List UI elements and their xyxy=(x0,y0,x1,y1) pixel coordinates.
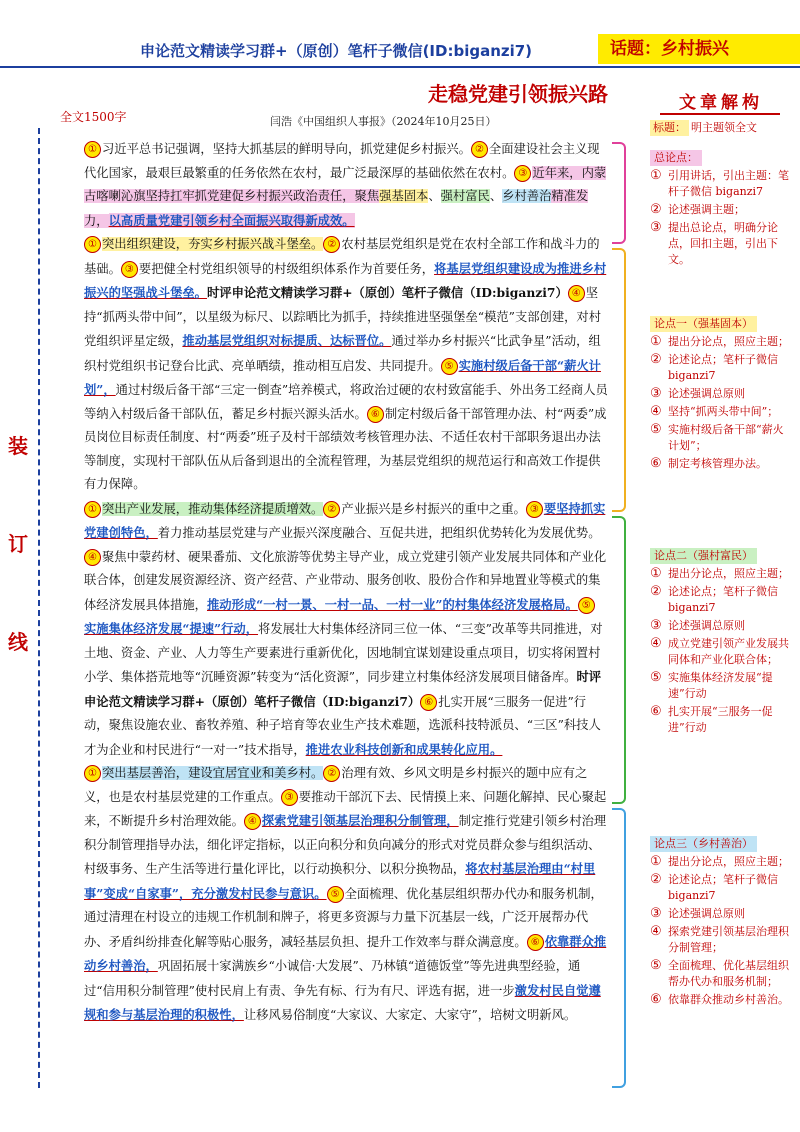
bracket-point-3 xyxy=(612,808,626,1088)
sentence-number: ② xyxy=(323,236,340,253)
sentence: 着力推动基层党建与产业振兴深度融合、互促共进，把组织优势转化为发展优势。 xyxy=(157,526,601,540)
section-item: 坚持“抓两头带中间”； xyxy=(668,405,779,418)
section-item: 制定考核管理办法。 xyxy=(668,457,767,470)
emphasis-text: 实施村级后备干部“薪火计划”， xyxy=(84,357,601,397)
section-item: 依靠群众推动乡村善治。 xyxy=(668,993,789,1006)
sentence: 、 xyxy=(428,189,441,203)
emphasis-text: 要坚持抓实党建创特色， xyxy=(84,500,606,540)
topic-badge: 话题：乡村振兴 xyxy=(598,34,800,64)
sentence-number: ⑥ xyxy=(367,406,384,423)
sentence-number: ① xyxy=(84,501,101,518)
margin-label-2: 订 xyxy=(8,532,28,556)
sidebar-section-point-3: 论点三（乡村善治） ① 提出分论点，照应主题； ② 论述论点；笔杆子微信 biganzi7 ③ 论述强调总原则 ④ 探索党建引领基层治理积分制管理； ⑤ 全面梳理、优化基层组织帮办代办和服务机制； ⑥ 依靠群众推动乡村善治。 xyxy=(650,836,794,1010)
section-item: 成立党建引领产业发展共同体和产业化联合体； xyxy=(668,637,789,666)
emphasis-text: 探索党建引领基层治理积分制管理， xyxy=(261,813,459,828)
header-divider xyxy=(0,66,800,68)
sentence: 全面建设社会主义现代化国家，最艰巨最繁重的任务依然在农村，最广泛最深厚的基础依然在农村。 xyxy=(84,142,600,180)
paragraph-point-1 xyxy=(84,233,608,497)
point-heading: 突出组织建设，夯实乡村振兴战斗堡垒。 xyxy=(102,237,324,251)
sentence-number: ② xyxy=(323,765,340,782)
emphasis-text: 以高质量党建引领乡村全面振兴取得新成效。 xyxy=(108,212,355,228)
sentence: 巩固拓展十家满族乡“小诚信·大发展”、乃林镇“道德饭堂”等先进典型经验，通过“信用积分制管理”使村民肩上有责、争先有标、行为有尺、评选有据，进一步 xyxy=(84,959,581,998)
biaoti-tag: 标题： xyxy=(650,120,689,136)
binding-line xyxy=(38,128,40,1088)
sentence: 扎实开展“三服务一促进”行动，聚焦设施农业、畜牧养殖、种子培育等农业生产技术难题，选派科技特派员、“三区”科技人才为企业和村民进行“一对一”技术指导， xyxy=(84,694,601,757)
emphasis-text: 实施集体经济发展“提速”行动， xyxy=(84,621,259,636)
sentence-number: ② xyxy=(323,501,340,518)
section-head: 论点三（乡村善治） xyxy=(650,836,757,852)
sentence: 习近平总书记强调，坚持大抓基层的鲜明导向，抓党建促乡村振兴。 xyxy=(102,142,471,156)
emphasis-text: 将农村基层治理由“村里事”变成“自家事”，充分激发村民参与意识。 xyxy=(84,861,596,901)
article-title: 走稳党建引领振兴路 xyxy=(428,82,608,106)
sentence: 全面梳理、优化基层组织帮办代办和服务机制，通过清理在村设立的违规工作机制和牌子，将更多资源与力量下沉基层一线，广泛开展帮办代办、矛盾纠纷排查化解等贴心服务，减轻基层负担、提升工作效率与群众满意度。 xyxy=(84,886,603,949)
sentence: 、 xyxy=(489,189,503,203)
section-item: 扎实开展“三服务一促进”行动 xyxy=(668,705,773,734)
sentence: 制定村级后备干部管理办法、村“两委”成员岗位目标责任制度、村“两委”班子及村干部绩效考核管理办法、不适任农村干部职务退出办法等制度，实现村干部队伍从后备到退出的全流程管理，为基层党组织的规范运行和高效工作提供有力保障。 xyxy=(84,406,607,491)
sentence-number: ③ xyxy=(526,501,543,518)
biaoti-text: 明主题领全文 xyxy=(691,121,757,134)
watermark-text: 时评申论范文精读学习群+（原创）笔杆子微信（ID:biganzi7） xyxy=(206,285,568,300)
sentence: 制定推行党建引领乡村治理积分制管理指导办法，细化评定指标，以正向积分和负向减分的形式对党员群众参与组织活动、村级事务、生产生活等进行量化评比，以行动换积分、以积分换物品， xyxy=(84,814,607,876)
watermark-text: 时评申论范文精读学习群+（原创）笔杆子微信（ID:biganzi7） xyxy=(84,669,602,709)
paragraph-point-3 xyxy=(84,762,608,1028)
section-item: 引用讲话，引出主题：笔杆子微信 biganzi7 xyxy=(668,169,789,198)
sidebar-title-underline xyxy=(660,113,780,115)
sentence-number: ④ xyxy=(244,813,261,830)
section-item: 论述强调总原则 xyxy=(668,619,745,632)
sentence: 治理有效、乡风文明是乡村振兴的题中应有之义，也是农村基层党建的工作重点。 xyxy=(84,766,588,804)
section-head: 总论点： xyxy=(650,150,702,166)
paragraph-intro xyxy=(84,138,608,233)
sidebar-biaoti xyxy=(650,120,794,136)
bracket-point-1 xyxy=(612,248,626,512)
emphasis-text: 推进农业科技创新和成果转化应用。 xyxy=(305,741,503,757)
section-item: 提出分论点，照应主题； xyxy=(668,335,789,348)
sentence: 近年来，内蒙古喀喇沁旗坚持扛牢抓党建促乡村振兴政治责任，聚焦 xyxy=(84,165,607,203)
emphasis-text: 激发村民自觉遵规和参与基层治理的积极性， xyxy=(84,982,601,1022)
sentence: 坚持“抓两头带中间”，以星级为标尺、以踪晒比为抓手，持续推进坚强堡垒“模范”支部创建，对村党组织评星定级， xyxy=(84,286,602,348)
sentence-number: ① xyxy=(84,765,101,782)
section-item: 论述强调总原则 xyxy=(668,387,745,400)
sentence: 精准发力， xyxy=(84,189,589,228)
bracket-point-2 xyxy=(612,516,626,804)
article-body xyxy=(84,138,608,1028)
sentence-number: ③ xyxy=(514,165,531,182)
sentence-number: ⑥ xyxy=(527,934,544,951)
section-head: 论点二（强村富民） xyxy=(650,548,757,564)
section-item: 论述论点；笔杆子微信 biganzi7 xyxy=(668,585,778,614)
header-title: 申论范文精读学习群+（原创）笔杆子微信(ID:biganzi7) xyxy=(140,42,533,60)
section-item: 提出分论点，照应主题； xyxy=(668,855,789,868)
sidebar-section-point-1: 论点一（强基固本） ① 提出分论点，照应主题； ② 论述论点；笔杆子微信 biganzi7 ③ 论述强调总原则 ④ 坚持“抓两头带中间”； ⑤ 实施村级后备干部“薪火计划”； ⑥ 制定考核管理办法。 xyxy=(650,316,794,474)
sentence: 通过村级后备干部“三定一倒查”培养模式，将政治过硬的农村致富能手、外出务工经商人员等纳入村级后备干部队伍，蓄足乡村振兴源头活水。 xyxy=(84,383,608,421)
sidebar-section-point-2: 论点二（强村富民） ① 提出分论点，照应主题； ② 论述论点；笔杆子微信 biganzi7 ③ 论述强调总原则 ④ 成立党建引领产业发展共同体和产业化联合体； ⑤ 实施集体经济发展“提速”行动 ⑥ 扎实开展“三服务一促进”行动 xyxy=(650,548,794,738)
sentence: 聚焦中蒙药材、硬果番茄、文化旅游等优势主导产业，成立党建引领产业发展共同体和产业化联合体，创建发展资源经济、资产经营、产业带动、服务创收、股份合作和异地置业等模式的集体经济发展具体措施， xyxy=(84,549,607,612)
point-heading: 突出产业发展，推动集体经济提质增效。 xyxy=(102,501,324,516)
keyword-qiangcun: 强村富民 xyxy=(440,189,490,203)
section-item: 实施集体经济发展“提速”行动 xyxy=(668,671,773,700)
sentence-number: ⑤ xyxy=(441,358,458,375)
section-item: 论述论点；笔杆子微信 biganzi7 xyxy=(668,873,778,902)
sentence-number: ④ xyxy=(568,285,585,302)
bracket-intro xyxy=(612,142,626,244)
sentence: 将发展壮大村集体经济同三位一体、“三变”改革等共同推进，对土地、资金、产业、人力等生产要素进行重新优化，因地制宜谋划建设重点项目，切实将闲置村小学、集体搭荒地等“沉睡资源”转变为“活化资源”，同步建立村集体经济发展项目储备库。 xyxy=(84,622,603,684)
section-item: 论述强调总原则 xyxy=(668,907,745,920)
sentence: 产业振兴是乡村振兴的重中之重。 xyxy=(341,501,526,516)
keyword-qiangji: 强基固本 xyxy=(379,189,429,203)
keyword-shanzhi: 乡村善治 xyxy=(502,189,552,203)
point-heading: 突出基层善治，建设宜居宜业和美乡村。 xyxy=(102,766,324,780)
section-item: 全面梳理、优化基层组织帮办代办和服务机制； xyxy=(668,959,789,988)
sentence-number: ⑥ xyxy=(420,694,437,711)
sidebar-section-intro: 总论点： ① 引用讲话，引出主题：笔杆子微信 biganzi7 ② 论述强调主题； ③ 提出总论点，明确分论点，回扣主题，引出下文。 xyxy=(650,150,794,270)
section-item: 探索党建引领基层治理积分制管理； xyxy=(668,925,789,954)
margin-label-3: 线 xyxy=(8,630,28,654)
sentence-number: ① xyxy=(84,236,101,253)
sentence-number: ⑤ xyxy=(327,886,344,903)
sentence-number: ② xyxy=(471,141,488,158)
sentence: 要把健全村党组织领导的村级组织体系作为首要任务， xyxy=(138,261,435,276)
sentence: 通过举办乡村振兴“比武争星”活动，组织村党组织书记登台比武、亮单晒绩，推动相互启发、共同提升。 xyxy=(84,334,601,373)
word-count: 全文1500字 xyxy=(60,110,127,124)
sentence: 让移风易俗制度“大家议、大家定、大家守”，培树文明新风。 xyxy=(243,1008,577,1022)
sentence-number: ③ xyxy=(121,261,138,278)
article-source: 闫浩《中国组织人事报》（2024年10月25日） xyxy=(270,115,497,128)
margin-label-1: 装 xyxy=(8,434,28,458)
emphasis-text: 推动形成“一村一景、一村一品、一村一业”的村集体经济发展格局。 xyxy=(206,596,578,612)
section-head: 论点一（强基固本） xyxy=(650,316,757,332)
section-item: 论述论点；笔杆子微信 biganzi7 xyxy=(668,353,778,382)
sidebar-title: 文章解构 xyxy=(679,93,763,113)
sentence: 要推动干部沉下去、民情摸上来、问题化解掉、民心聚起来，不断提升乡村治理效能。 xyxy=(84,789,607,828)
section-item: 提出总论点，明确分论点，回扣主题，引出下文。 xyxy=(668,221,778,266)
sentence-number: ③ xyxy=(281,789,298,806)
emphasis-text: 推动基层党组织对标提质、达标晋位。 xyxy=(182,333,392,348)
emphasis-text: 将基层党组织建设成为推进乡村振兴的坚强战斗堡垒。 xyxy=(84,260,607,300)
sentence-number: ⑤ xyxy=(578,597,595,614)
sentence-number: ④ xyxy=(84,549,101,566)
sentence: 农村基层党组织是党在农村全部工作和战斗力的基础。 xyxy=(84,237,600,276)
paragraph-point-2 xyxy=(84,497,608,763)
section-item: 提出分论点，照应主题； xyxy=(668,567,789,580)
emphasis-text: 依靠群众推动乡村善治， xyxy=(84,933,607,973)
section-item: 论述强调主题； xyxy=(668,203,745,216)
section-item: 实施村级后备干部“薪火计划”； xyxy=(668,423,784,452)
sentence-number: ① xyxy=(84,141,101,158)
